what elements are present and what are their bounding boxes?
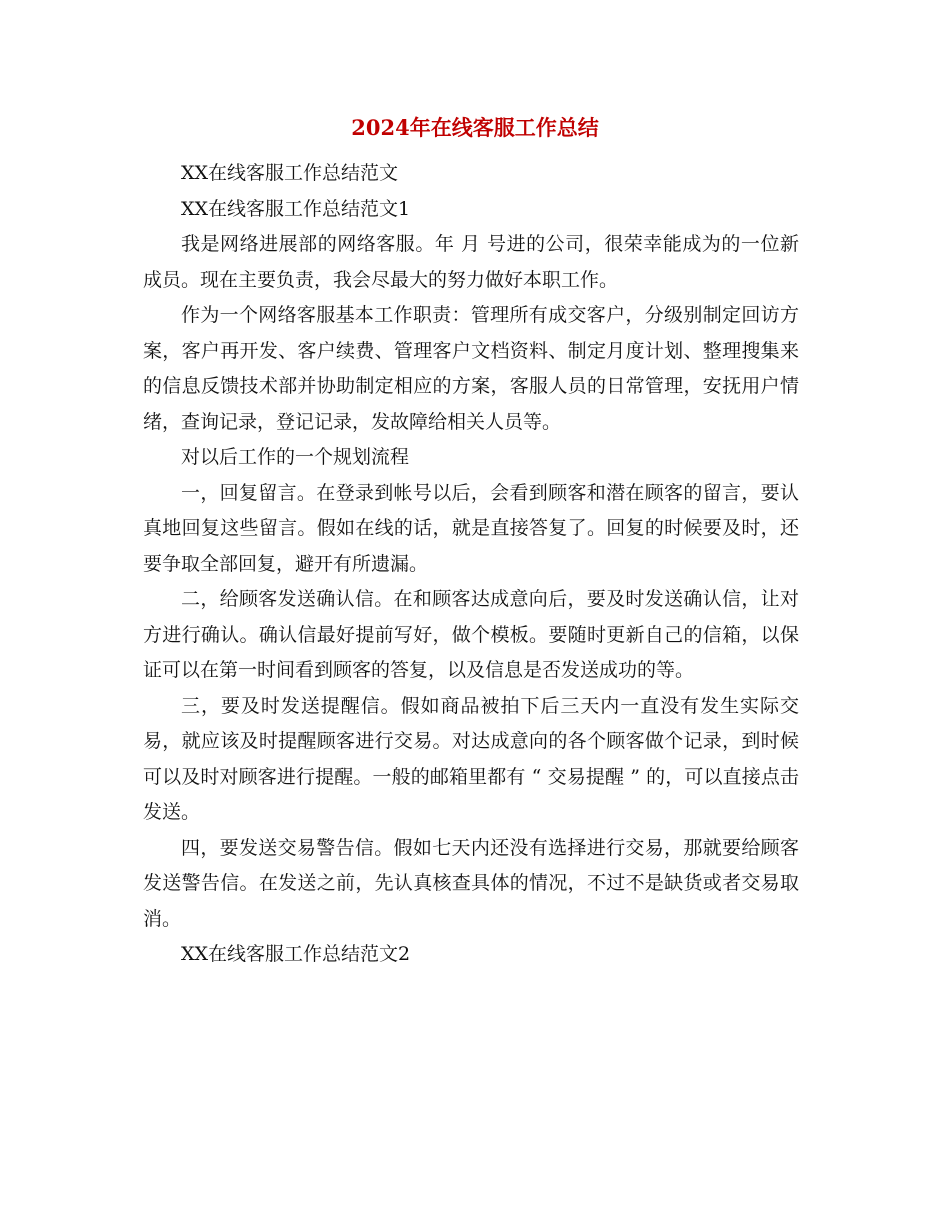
paragraph: 一，回复留言。在登录到帐号以后，会看到顾客和潜在顾客的留言，要认真地回复这些留言。假如在线的话，就是直接答复了。回复的时候要及时，还要争取全部回复，避开有所遗漏。	[143, 481, 799, 575]
document-title: 2024年在线客服工作总结	[351, 115, 599, 140]
paragraph-subtitle: XX在线客服工作总结范文	[181, 162, 399, 184]
paragraph-section-heading-2: XX在线客服工作总结范文2	[181, 943, 411, 965]
paragraph: 二，给顾客发送确认信。在和顾客达成意向后，要及时发送确认信，让对方进行确认。确认信最好提前写好，做个模板。要随时更新自己的信箱，以保证可以在第一时间看到顾客的答复，以及信息是否发送成功的等。	[143, 588, 799, 681]
paragraph-section-heading-1: XX在线客服工作总结范文1	[181, 197, 411, 220]
paragraph: 我是网络进展部的网络客服。年 月 号进的公司，很荣幸能成为的一位新成员。现在主要负责，我会尽最大的努力做好本职工作。	[143, 233, 799, 291]
paragraph: 三，要及时发送提醒信。假如商品被拍下后三天内一直没有发生实际交易，就应该及时提醒顾客进行交易。对达成意向的各个顾客做个记录，到时候可以及时对顾客进行提醒。一般的邮箱里都有 “ 交易提醒 ” 的，可以直接点击发送。	[143, 694, 799, 823]
paragraph: 对以后工作的一个规划流程	[181, 446, 410, 468]
document-body	[143, 156, 799, 973]
paragraph: 四，要发送交易警告信。假如七天内还没有选择进行交易，那就要给顾客发送警告信。在发送之前，先认真核查具体的情况，不过不是缺货或者交易取消。	[143, 836, 799, 930]
paragraph: 作为一个网络客服基本工作职责：管理所有成交客户，分级别制定回访方案，客户再开发、客户续费、管理客户文档资料、制定月度计划、整理搜集来的信息反馈技术部并协助制定相应的方案，客服人员的日常管理，安抚用户情绪，查询记录，登记记录，发故障给相关人员等。	[143, 304, 799, 433]
